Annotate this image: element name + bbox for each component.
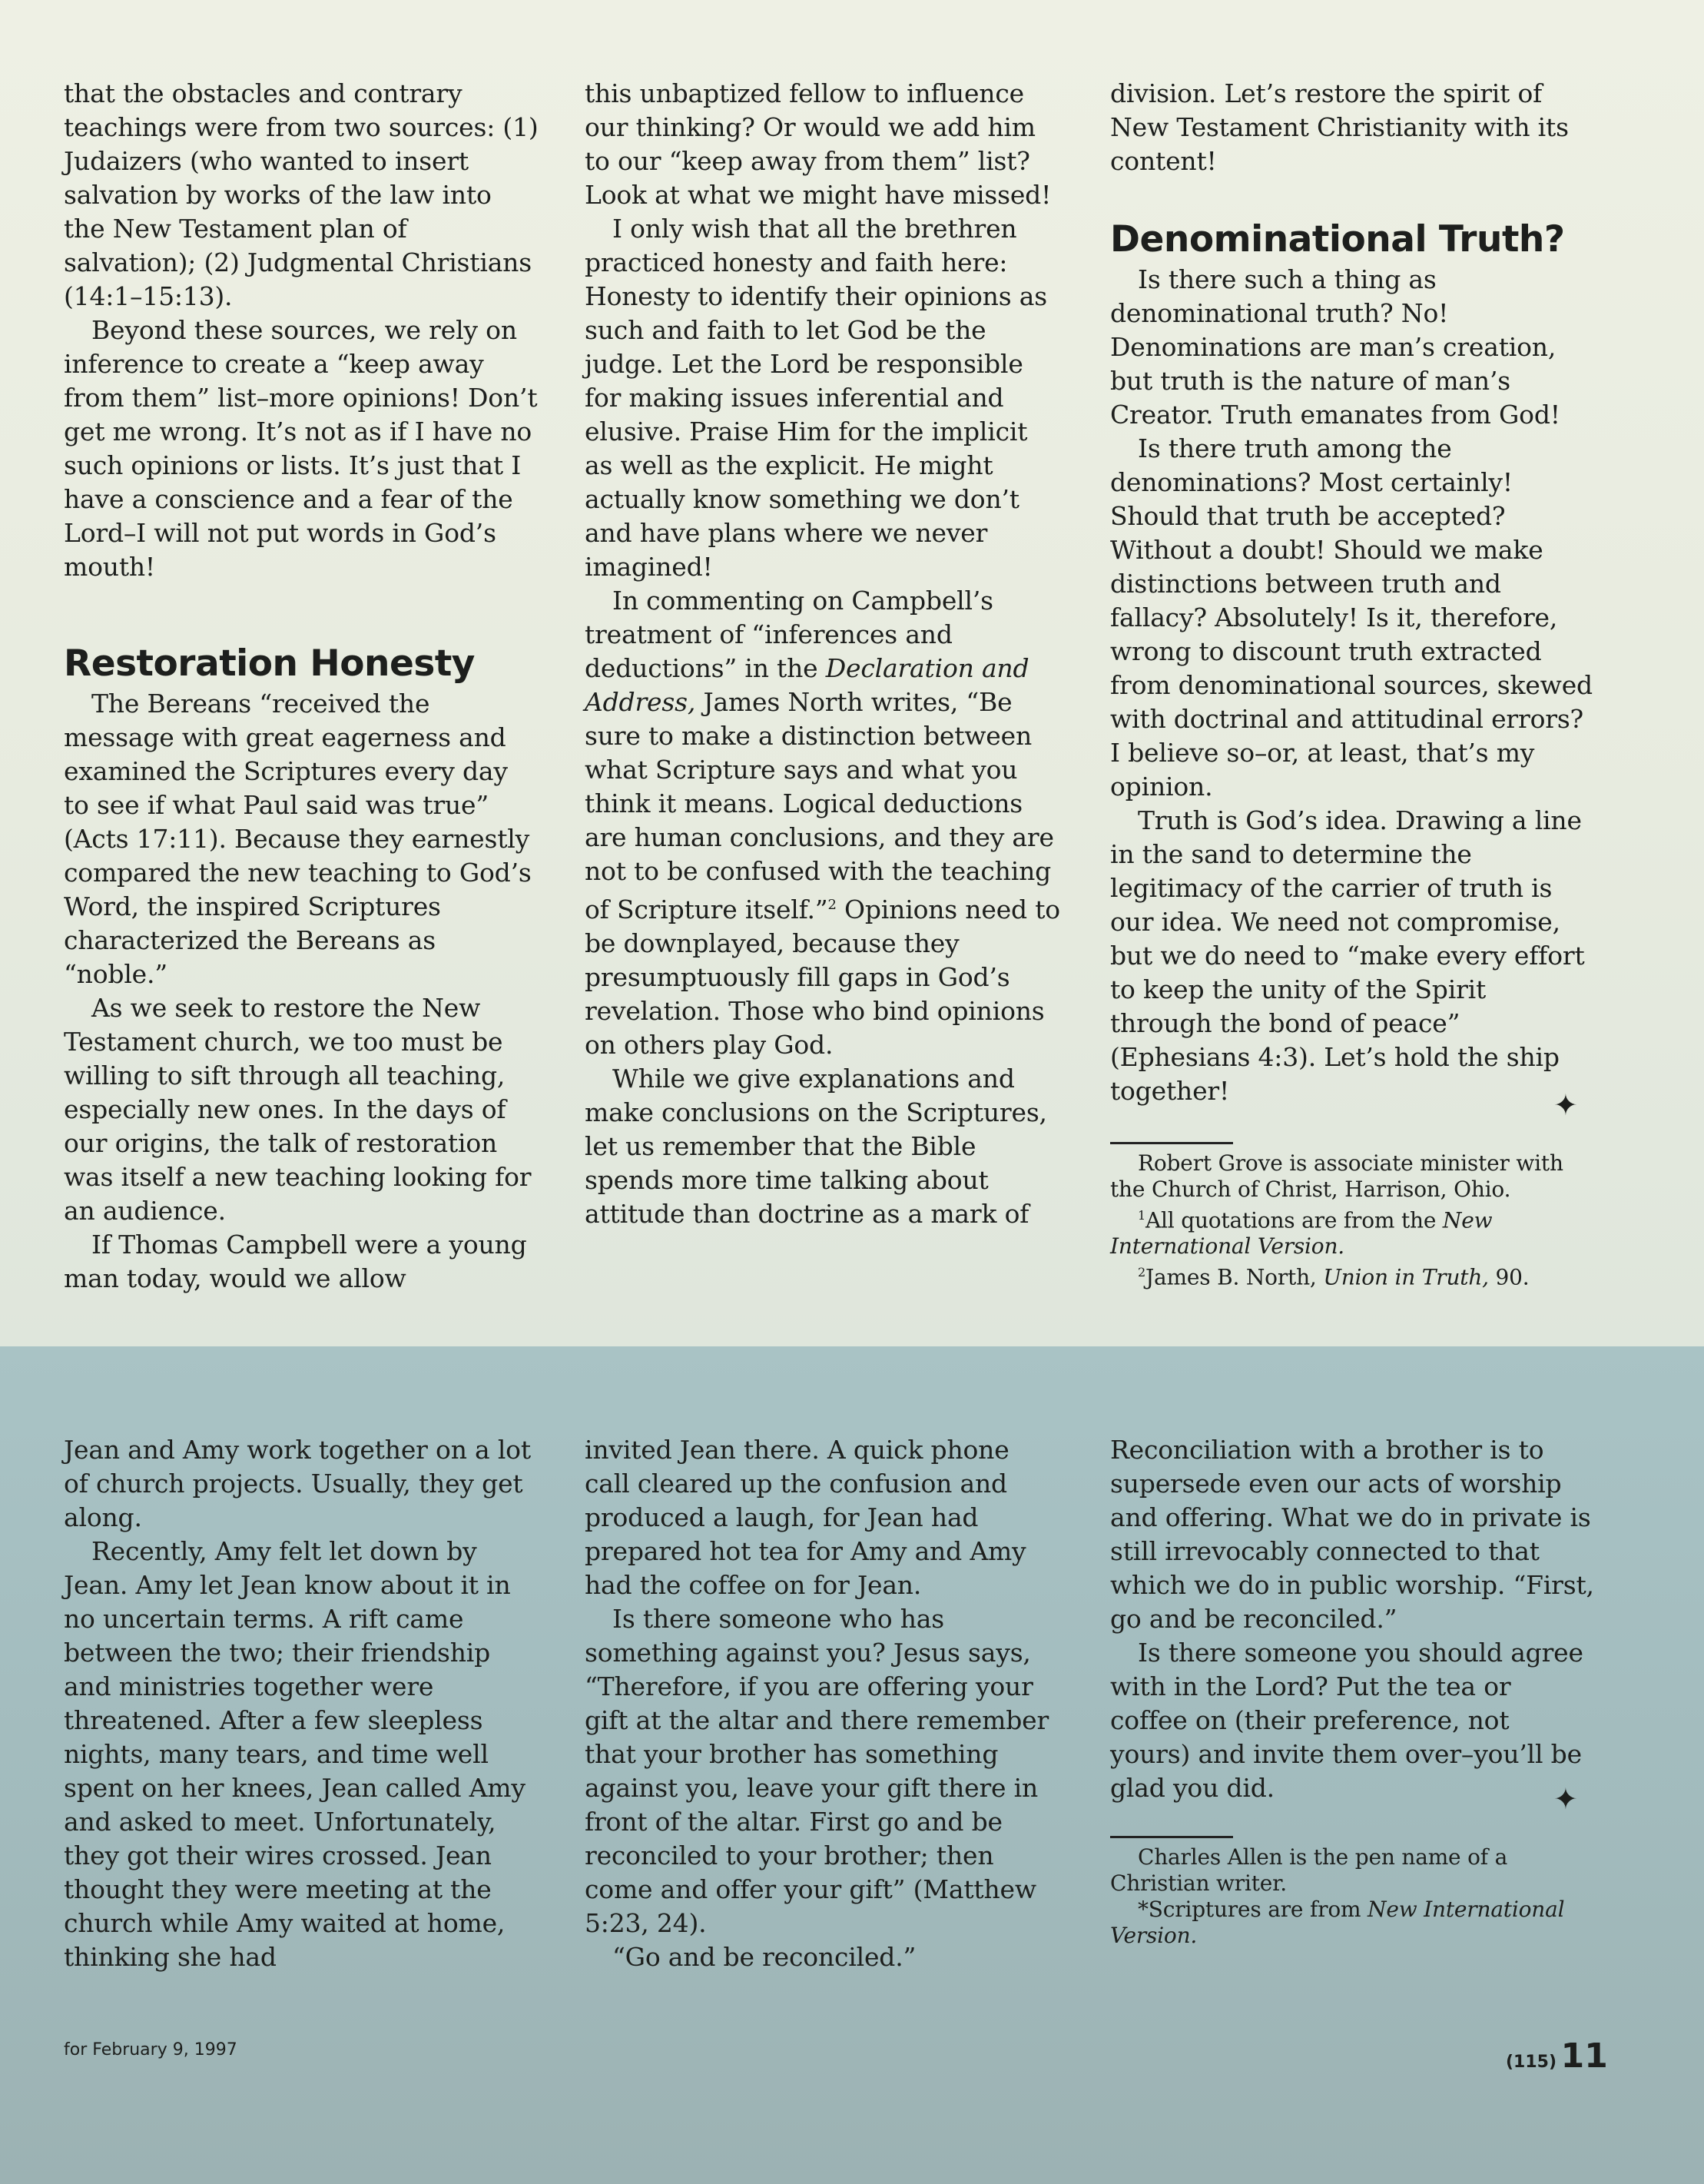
- italic-title: New International Version.: [1110, 1897, 1565, 1948]
- paragraph: Jean and Amy work together on a lot of church projects. Usually, they get along.: [64, 1435, 531, 1532]
- paragraph: If Thomas Campbell were a young man today, would we allow: [64, 1230, 527, 1293]
- bottom-column-2: [585, 1433, 1061, 1974]
- footnote-number: 2: [1138, 1265, 1145, 1280]
- bottom-column-3: [1110, 1433, 1594, 1949]
- italic-title: Union in Truth,: [1323, 1264, 1489, 1290]
- page-number-block: [1506, 2036, 1608, 2076]
- text-run: James North writes, “Be sure to make a distinction between what Scripture says and what you think it means. Logical deductions are human conclusions, and they are not to be confused with the teaching of Scripture itself.”: [585, 687, 1054, 924]
- paragraph: Is there someone you should agree with in the Lord? Put the tea or coffee on (their preference, not yours) and invite them over–you’ll be glad you did.: [1110, 1638, 1583, 1803]
- page-number: 11: [1560, 2036, 1608, 2076]
- top-column-3: [1110, 77, 1594, 1291]
- paragraph: division. Let’s restore the spirit of New Testament Christianity with its content!: [1110, 78, 1569, 176]
- footnote: [1110, 1260, 1594, 1290]
- author-note: Robert Grove is associate minister with the Church of Christ, Harrison, Ohio.: [1110, 1150, 1563, 1202]
- bottom-column-1: [64, 1433, 540, 1974]
- paragraph: this unbaptized fellow to influence our thinking? Or would we add him to our “keep away from them” list? Look at what we might have missed!: [585, 78, 1052, 210]
- paragraph: Is there truth among the denominations? Most certainly! Should that truth be accepted? Without a doubt! Should we make distinctions between truth and fallacy? Absolutely! Is it, therefore, wrong to discount truth extracted from denominational sources, skewed with doctrinal and attitudinal errors? I believe so–or, at least, that’s my opinion.: [1110, 433, 1593, 802]
- top-column-2: [585, 77, 1061, 1231]
- text-run: James B. North,: [1145, 1264, 1324, 1290]
- paragraph: invited Jean there. A quick phone call cleared up the confusion and produced a laugh, for Jean had prepared hot tea for Amy and Amy had the coffee on for Jean.: [585, 1435, 1026, 1600]
- paragraph: Recently, Amy felt let down by Jean. Amy let Jean know about it in no uncertain terms. A rift came between the two; their friendship and ministries together were threatened. After a few sleepless nights, many tears, and time well spent on her knees, Jean called Amy and asked to meet. Unfortunately, they got their wires crossed. Jean thought they were meeting at the church while Amy waited at home, thinking she had: [64, 1536, 525, 1972]
- footnote-rule: [1110, 1142, 1233, 1144]
- page-code: (115): [1506, 2053, 1557, 2072]
- text-run: In commenting on Campbell’s treatment of “inferences and deductions” in the: [585, 586, 993, 683]
- footnote: [1110, 1897, 1594, 1949]
- paragraph: Beyond these sources, we rely on inference to create a “keep away from them” list–more opinions! Don’t get me wrong. It’s not as if I have no such opinions or lists. It’s just that I have a conscience and a fear of the Lord–I will not put words in God’s mouth!: [64, 315, 538, 582]
- paragraph: “Go and be reconciled.”: [612, 1942, 917, 1972]
- paragraph: As we seek to restore the New Testament church, we too must be willing to sift through all teaching, especially new ones. In the days of our origins, the talk of restoration was itself a new teaching looking for an audience.: [64, 993, 532, 1226]
- paragraph: The Bereans “received the message with great eagerness and examined the Scriptures every day to see if what Paul said was true” (Acts 17:11). Because they earnestly compared the new teaching to God’s Word, the inspired Scriptures characterized the Bereans as “noble.”: [64, 689, 532, 989]
- text-run: 90.: [1488, 1264, 1530, 1290]
- footnote-rule: [1110, 1836, 1233, 1838]
- footnotes: [1110, 1150, 1594, 1291]
- end-of-article-star-icon: ✦: [1553, 1088, 1578, 1122]
- footnotes: [1110, 1844, 1594, 1949]
- text-run: Opinions need to be downplayed, because they presumptuously fill gaps in God’s revelation. Those who bind opinions on others play God.: [585, 895, 1060, 1060]
- paragraph: I only wish that all the brethren practiced honesty and faith here: Honesty to identify their opinions as such and faith to let God be the judge. Let the Lord be responsible for making issues inferential and elusive. Praise Him for the implicit as well as the explicit. He might actually know something we don’t and have plans where we never imagined!: [585, 214, 1047, 582]
- text-run: *Scriptures are from: [1138, 1897, 1368, 1922]
- author-note: Charles Allen is the pen name of a Christian writer.: [1110, 1844, 1508, 1896]
- paragraph: [585, 584, 1061, 1062]
- italic-title: Declaration and Address,: [585, 653, 1029, 717]
- footnote-number: 1: [1138, 1208, 1145, 1223]
- top-column-1: [64, 77, 540, 1296]
- issue-date: for February 9, 1997: [64, 2040, 237, 2060]
- paragraph: Is there such a thing as denominational truth? No! Denominations are man’s creation, but truth is the nature of man’s Creator. Truth emanates from God!: [1110, 264, 1560, 430]
- footnote-ref: 2: [827, 897, 837, 913]
- italic-title: New International Version.: [1110, 1207, 1493, 1260]
- paragraph: Is there someone who has something against you? Jesus says, “Therefore, if you are offering your gift at the altar and there remember that your brother has something against you, leave your gift there in front of the altar. First go and be reconciled to your brother; then come and offer your gift” (Matthew 5:23, 24).: [585, 1604, 1049, 1938]
- footnote: [1110, 1203, 1594, 1260]
- paragraph: that the obstacles and contrary teachings were from two sources: (1) Judaizers (who wanted to insert salvation by works of the law into the New Testament plan of salvation); (2) Judgmental Christians (14:1–15:13).: [64, 78, 539, 311]
- section-heading-restoration-honesty: Restoration Honesty: [64, 642, 475, 685]
- paragraph: Reconciliation with a brother is to supersede even our acts of worship and offering. What we do in private is still irrevocably connected to that which we do in public worship. “First, go and be reconciled.”: [1110, 1435, 1594, 1634]
- paragraph: While we give explanations and make conclusions on the Scriptures, let us remember that the Bible spends more time talking about attitude than doctrine as a mark of: [585, 1064, 1047, 1229]
- end-of-article-star-icon: ✦: [1553, 1782, 1578, 1816]
- text-run: All quotations are from the: [1145, 1207, 1443, 1233]
- section-heading-denominational-truth: Denominational Truth?: [1110, 218, 1565, 261]
- paragraph: Truth is God’s idea. Drawing a line in the sand to determine the legitimacy of the carrier of truth is our idea. We need not compromise, but we do need to “make every effort to keep the unity of the Spirit through the bond of peace” (Ephesians 4:3). Let’s hold the ship together!: [1110, 805, 1585, 1106]
